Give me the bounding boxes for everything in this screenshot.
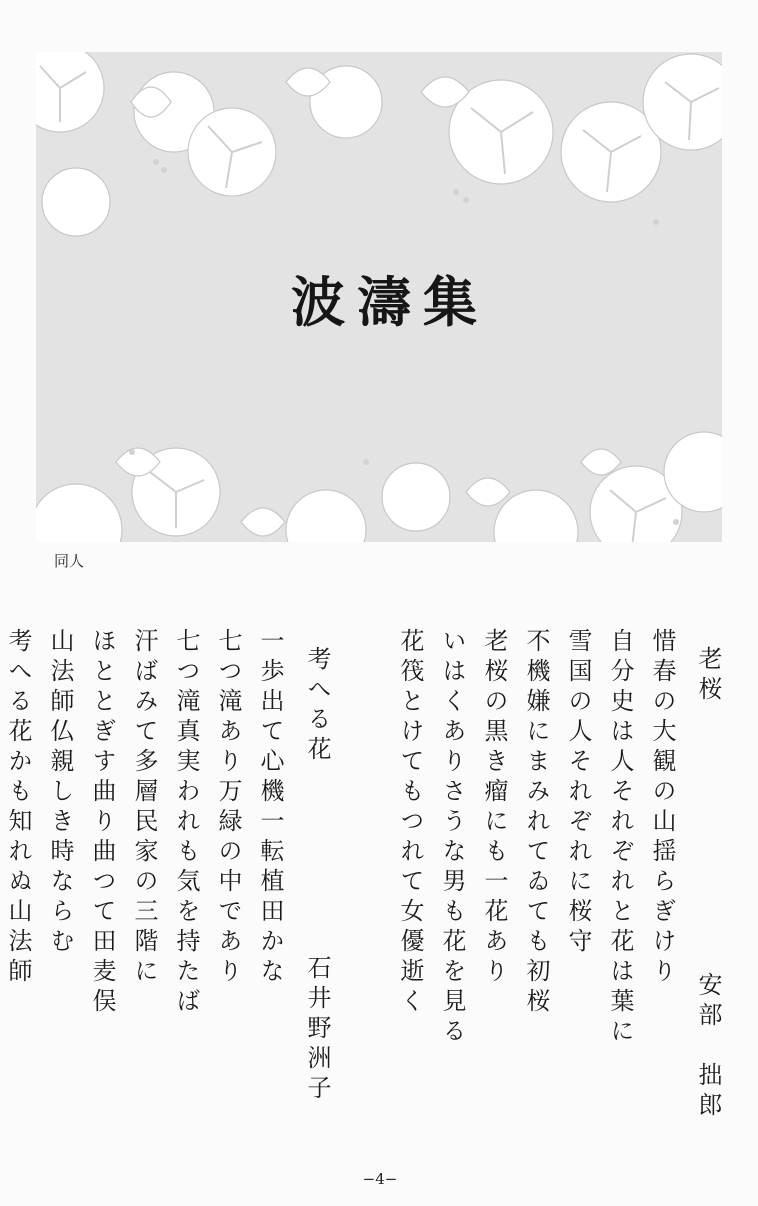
work-author: 石井野洲子 <box>303 955 331 1105</box>
haiku-line: 山法師仏親しき時ならむ <box>46 628 74 958</box>
work-author: 安部 拙郎 <box>694 972 722 1122</box>
work-heading: 考へる花 <box>303 646 331 766</box>
haiku-line: 七つ滝真実われも気を持たば <box>172 628 200 1018</box>
haiku-line: 老桜の黒き瘤にも一花あり <box>480 628 508 988</box>
haiku-line: 不機嫌にまみれてゐても初桜 <box>522 628 550 1018</box>
haiku-line: 七つ滝あり万緑の中であり <box>214 628 242 988</box>
haiku-line: 汗ばみて多層民家の三階に <box>130 628 158 988</box>
haiku-line: ほととぎす曲り曲つて田麦俣 <box>88 628 116 1018</box>
haiku-line: 雪国の人それぞれに桜守 <box>564 628 592 958</box>
haiku-line: 一歩出て心機一転植田かな <box>256 628 284 988</box>
haiku-line: 花筏とけてもつれて女優逝く <box>396 628 424 1018</box>
haiku-line: いはくありさうな男も花を見る <box>438 628 466 1048</box>
page-title: 波濤集 <box>291 270 489 334</box>
haiku-line: 自分史は人それぞれと花は葉に <box>606 628 634 1048</box>
haiku-line: 考へる花かも知れぬ山法師 <box>4 628 32 988</box>
page-number: −4− <box>362 1170 398 1188</box>
section-label: 同人 <box>54 552 85 570</box>
work-heading: 老桜 <box>694 646 722 706</box>
haiku-line: 惜春の大観の山揺らぎけり <box>648 628 676 988</box>
